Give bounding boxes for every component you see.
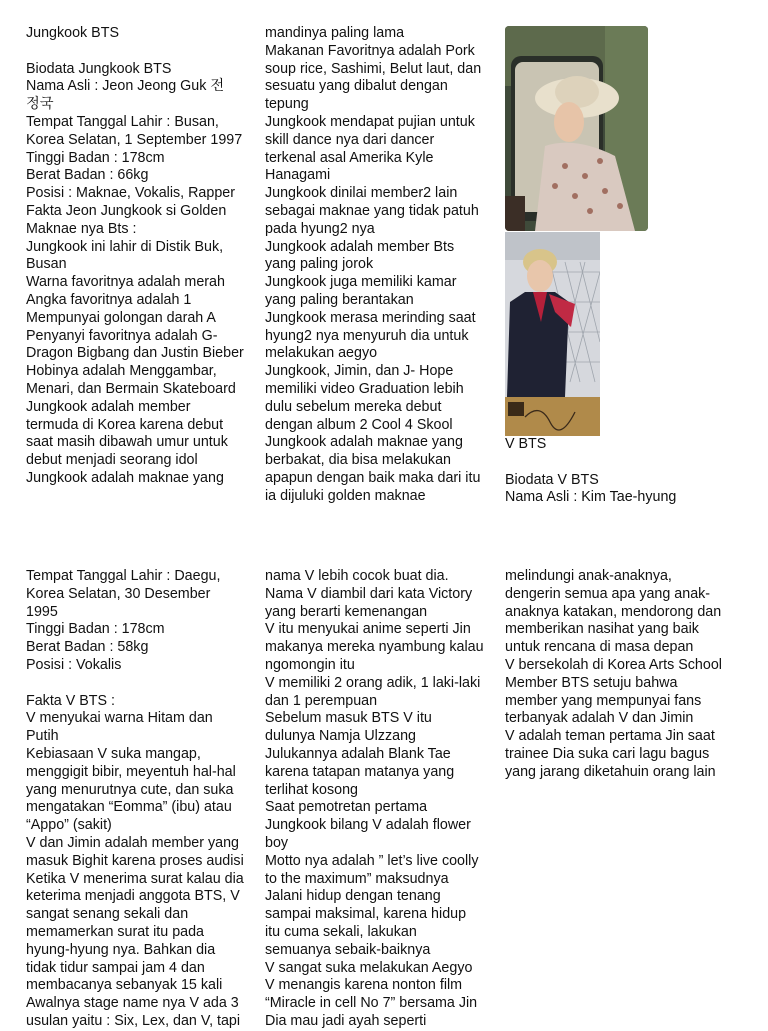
text-line: Hobinya adalah Menggambar,	[26, 363, 217, 380]
text-line: Korea Selatan, 1 September 1997	[26, 131, 243, 148]
text-line: V menangis karena nonton film	[265, 977, 463, 994]
text-line: usulan yaitu : Six, Lex, dan V, tapi	[26, 1012, 241, 1029]
text-line: membacanya sebanyak 15 kali	[26, 977, 223, 994]
text-line: menggigit bibir, meyentuh hal-hal	[26, 763, 236, 780]
text-line: Julukannya adalah Blank Tae	[265, 745, 451, 762]
v-intro-column	[505, 436, 676, 507]
text-line: yang menurutnya cute, dan suka	[26, 781, 234, 798]
text-line: V dan Jimin adalah member yang	[26, 834, 239, 851]
text-line: Jalani hidup dengan tenang	[265, 888, 441, 905]
text-line: Dragon Bigbang dan Justin Bieber	[26, 345, 244, 362]
jungkook-column-1	[26, 25, 244, 488]
text-line: pada hyung2 nya	[265, 220, 375, 237]
text-line: karena tatapan matanya yang	[265, 763, 455, 780]
text-line: Biodata Jungkook BTS	[26, 60, 172, 77]
text-line: tepung	[265, 96, 309, 113]
text-line: Jungkook adalah maknae yang	[26, 469, 224, 486]
text-line: sesuatu yang dibalut dengan	[265, 78, 448, 95]
text-line: Sebelum masuk BTS V itu	[265, 710, 432, 727]
text-line: Warna favoritnya adalah merah	[26, 274, 225, 291]
text-line: terlihat kosong	[265, 781, 358, 798]
text-line: terbanyak adalah V dan Jimin	[505, 710, 694, 727]
text-line: yang paling jorok	[265, 256, 374, 273]
text-line: Jungkook adalah maknae yang	[265, 434, 463, 451]
text-line: “Miracle in cell No 7” bersama Jin	[265, 995, 478, 1012]
text-line: Ketika V menerima surat kalau dia	[26, 870, 244, 887]
text-line: member yang mempunyai fans	[505, 692, 702, 709]
text-line: Jungkook, Jimin, dan J- Hope	[265, 363, 454, 380]
text-line: Jungkook mendapat pujian untuk	[265, 113, 475, 130]
text-line: ia dijuluki golden maknae	[265, 487, 426, 504]
text-line: memamerkan surat itu pada	[26, 923, 204, 940]
text-line: ngomongin itu	[265, 656, 355, 673]
text-line: V bersekolah di Korea Arts School	[505, 656, 722, 673]
text-line: Putih	[26, 728, 59, 745]
text-line: yang paling berantakan	[265, 291, 414, 308]
text-line: apapun dengan baik maka dari itu	[265, 469, 481, 486]
text-line: Busan	[26, 256, 67, 273]
text-line: Awalnya stage name nya V ada 3	[26, 995, 239, 1012]
text-line: Posisi : Maknae, Vokalis, Rapper	[26, 185, 235, 202]
text-line: V memiliki 2 orang adik, 1 laki-laki	[265, 674, 481, 691]
text-line: mengatakan “Eomma” (ibu) atau	[26, 799, 232, 816]
text-line: Tempat Tanggal Lahir : Busan,	[26, 113, 219, 130]
text-line: boy	[265, 834, 289, 851]
text-line: Jungkook merasa merinding saat	[265, 309, 476, 326]
text-line: Menari, dan Bermain Skateboard	[26, 380, 236, 397]
text-line: Nama Asli : Kim Tae-hyung	[505, 489, 677, 506]
text-line: mandinya paling lama	[265, 25, 405, 41]
text-line: “Appo” (sakit)	[26, 817, 112, 834]
text-line: Biodata V BTS	[505, 471, 599, 488]
text-line: dulu sebelum mereka debut	[265, 398, 442, 415]
text-line: dengan album 2 Cool 4 Skool	[265, 416, 453, 433]
text-line: makanya mereka nyambung kalau	[265, 639, 484, 656]
text-line: Fakta V BTS :	[26, 692, 115, 709]
text-line: Mempunyai golongan darah A	[26, 309, 216, 326]
text-line: Nama Asli : Jeon Jeong Guk 전	[26, 78, 225, 95]
text-line: termuda di Korea karena debut	[26, 416, 224, 433]
text-line: 1995	[26, 603, 58, 620]
text-line: semuanya sebaik-baiknya	[265, 941, 431, 958]
text-line: terkenal asal Amerika Kyle	[265, 149, 434, 166]
text-line: Jungkook adalah member Bts	[265, 238, 455, 255]
text-line: V itu menyukai anime seperti Jin	[265, 621, 471, 638]
text-line: Member BTS setuju bahwa	[505, 674, 678, 691]
text-line: Dia mau jadi ayah seperti	[265, 1012, 427, 1029]
text-line: Jungkook juga memiliki kamar	[265, 274, 457, 291]
text-line: soup rice, Sashimi, Belut laut, dan	[265, 60, 482, 77]
text-line: Nama V diambil dari kata Victory	[265, 585, 473, 602]
text-line: sebagai maknae yang tidak patuh	[265, 202, 479, 219]
text-line: Korea Selatan, 30 Desember	[26, 585, 211, 602]
text-line: Berat Badan : 58kg	[26, 639, 149, 656]
text-line	[26, 675, 244, 693]
text-line: V BTS	[505, 436, 547, 452]
text-line: Posisi : Vokalis	[26, 656, 122, 673]
text-line: saat masih dibawah umur untuk	[26, 434, 228, 451]
text-line: memberikan nasihat yang baik	[505, 621, 699, 638]
text-line: Jungkook adalah member	[26, 398, 191, 415]
text-line: Tinggi Badan : 178cm	[26, 621, 165, 638]
text-line: Jungkook BTS	[26, 25, 119, 41]
text-line: dengerin semua apa yang anak-	[505, 585, 711, 602]
text-line: itu cuma sekali, lakukan	[265, 923, 417, 940]
text-line: anaknya katakan, mendorong dan	[505, 603, 722, 620]
text-line: untuk rencana di masa depan	[505, 639, 694, 656]
text-line: keterima menjadi anggota BTS, V	[26, 888, 240, 905]
text-line: sampai maksimal, karena hidup	[265, 906, 467, 923]
text-line: V menyukai warna Hitam dan	[26, 710, 213, 727]
text-line: melindungi anak-anaknya,	[505, 568, 672, 584]
text-line: to the maximum” maksudnya	[265, 870, 449, 887]
v-photo-card	[505, 232, 600, 436]
v-facts-column-2	[265, 568, 484, 1031]
text-line: Berat Badan : 66kg	[26, 167, 149, 184]
v-facts-column-3	[505, 568, 722, 782]
text-line: 정국	[26, 96, 54, 113]
v-photo-hat	[505, 26, 648, 231]
text-line: masuk Bighit karena proses audisi	[26, 852, 244, 869]
jungkook-column-2	[265, 25, 481, 506]
text-line: sangat senang sekali dan	[26, 906, 189, 923]
text-line: dulunya Namja Ulzzang	[265, 728, 416, 745]
text-line: hyung2 nya menyuruh dia untuk	[265, 327, 469, 344]
text-line: V sangat suka melakukan Aegyo	[265, 959, 473, 976]
text-line: nama V lebih cocok buat dia.	[265, 568, 449, 584]
text-line: Kebiasaan V suka mangap,	[26, 745, 201, 762]
text-line: melakukan aegyo	[265, 345, 378, 362]
text-line: Saat pemotretan pertama	[265, 799, 428, 816]
text-line: Fakta Jeon Jungkook si Golden	[26, 202, 227, 219]
text-line: skill dance nya dari dancer	[265, 131, 435, 148]
v-photo-hat-image	[505, 26, 648, 231]
v-facts-column-1	[26, 568, 244, 1031]
text-line	[26, 43, 244, 61]
text-line: yang berarti kemenangan	[265, 603, 428, 620]
text-line: yang jarang diketahuin orang lain	[505, 763, 716, 780]
text-line: Tempat Tanggal Lahir : Daegu,	[26, 568, 221, 584]
text-line: dan 1 perempuan	[265, 692, 378, 709]
text-line: Angka favoritnya adalah 1	[26, 291, 192, 308]
text-line: Makanan Favoritnya adalah Pork	[265, 42, 475, 59]
text-line	[505, 454, 676, 472]
text-line: Jungkook bilang V adalah flower	[265, 817, 471, 834]
text-line: Jungkook ini lahir di Distik Buk,	[26, 238, 224, 255]
text-line: trainee Dia suka cari lagu bagus	[505, 745, 710, 762]
text-line: hyung-hyung nya. Bahkan dia	[26, 941, 216, 958]
text-line: berbakat, dia bisa melakukan	[265, 452, 451, 469]
text-line: Jungkook dinilai member2 lain	[265, 185, 458, 202]
text-line: Maknae nya Bts :	[26, 220, 137, 237]
text-line: Motto nya adalah ” let’s live coolly	[265, 852, 479, 869]
text-line: tidak tidur sampai jam 4 dan	[26, 959, 205, 976]
v-photo-card-image	[505, 232, 600, 436]
text-line: V adalah teman pertama Jin saat	[505, 728, 715, 745]
text-line: Penyanyi favoritnya adalah G-	[26, 327, 218, 344]
text-line: debut menjadi seorang idol	[26, 452, 198, 469]
text-line: memiliki video Graduation lebih	[265, 380, 464, 397]
text-line: Tinggi Badan : 178cm	[26, 149, 165, 166]
text-line: Hanagami	[265, 167, 331, 184]
